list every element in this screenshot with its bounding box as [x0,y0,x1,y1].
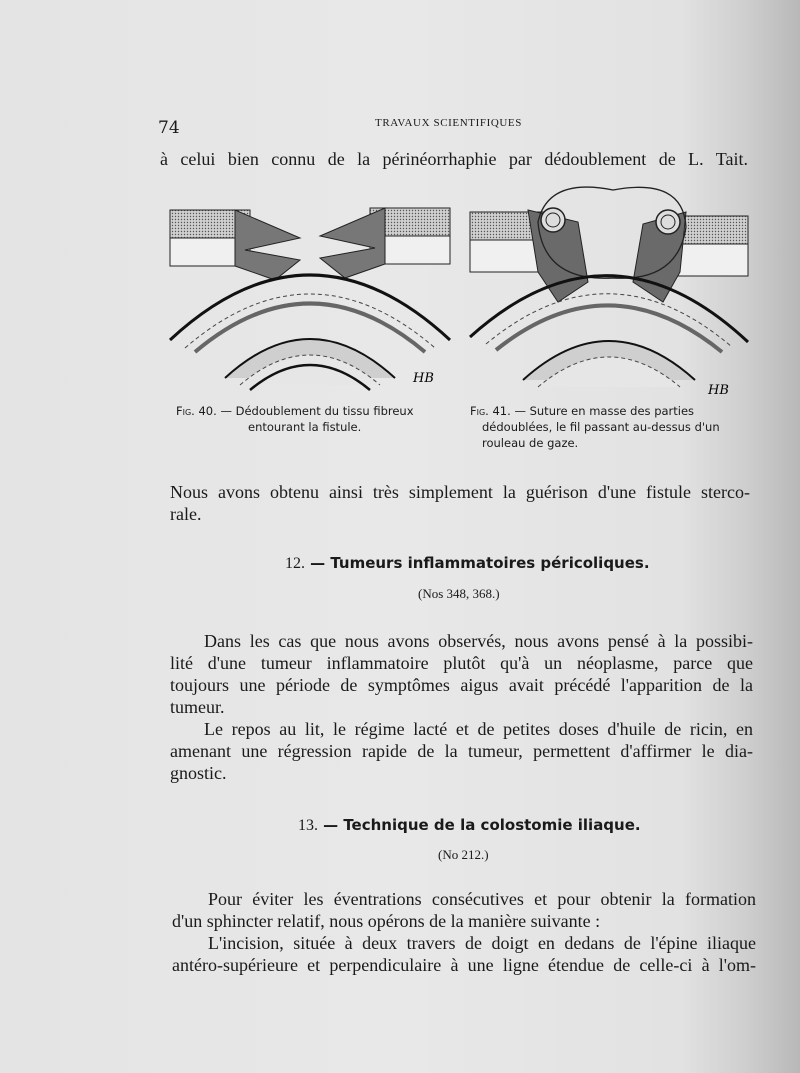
text-line: toujours une période de symptômes aigus avait précédé l'apparition de la [170,675,753,695]
figure-41-illustration [468,182,750,400]
text-line: L'incision, située à deux travers de doigt en dedans de l'épine iliaque [208,933,756,953]
text-line: lité d'une tumeur inflammatoire plutôt qu'à un néoplasme, parce que [170,653,753,673]
figure-40-caption-line: entourant la fistule. [248,420,362,434]
section-13-paragraph-1 [172,888,756,932]
section-12-paragraph-1 [170,630,753,718]
text-line: gnostic. [170,763,227,783]
text-line: antéro-supérieure et perpendiculaire à une ligne étendue de celle-ci à l'om- [172,955,756,975]
section-12-heading [285,553,650,573]
svg-text:HB: HB [708,383,729,398]
running-title: TRAVAUX SCIENTIFIQUES [375,117,522,129]
figure-41-caption-line: rouleau de gaze. [482,436,579,450]
figure-40-label: Fig. 40. [176,404,217,418]
figure-41-caption-line: — Suture en masse des parties [514,404,695,418]
section-13-title: — Technique de la colostomie iliaque. [323,816,641,834]
section-12-refs: (Nos 348, 368.) [418,586,500,601]
text-line: Le repos au lit, le régime lacté et de petites doses d'huile de ricin, en [204,719,753,739]
text-line: Nous avons obtenu ainsi très simplement la guérison d'une fistule sterco- [170,482,750,502]
section-13-paragraph-2 [172,932,756,976]
figure-40-caption [176,403,456,435]
figure-41-caption [470,403,750,451]
section-12-number: 12. [285,555,305,572]
text-line: d'un sphincter relatif, nous opérons de la manière suivante : [172,911,601,931]
section-12-title: — Tumeurs inflammatoires péricoliques. [310,554,650,572]
text-line: tumeur. [170,697,225,717]
text-line: rale. [170,504,202,524]
paragraph-after-figures [170,481,750,525]
figure-41-label: Fig. 41. [470,404,511,418]
text-line: Pour éviter les éventrations consécutives et pour obtenir la formation [208,889,756,909]
text-line: amenant une régression rapide de la tumeur, permettent d'affirmer le dia- [170,741,753,761]
figure-40-illustration [165,200,455,400]
svg-text:HB: HB [413,371,434,386]
section-13-heading [298,815,641,835]
text-line: Dans les cas que nous avons observés, nous avons pensé à la possibi- [204,631,753,651]
page-number: 74 [158,118,180,138]
intro-line: à celui bien connu de la périnéorrhaphie par dédoublement de L. Tait. [160,149,748,169]
figure-40-caption-line: — Dédoublement du tissu fibreux [220,404,414,418]
section-13-refs: (No 212.) [438,847,489,862]
section-13-number: 13. [298,817,318,834]
figure-41-caption-line: dédoublées, le fil passant au-dessus d'un [482,420,720,434]
section-12-paragraph-2 [170,718,753,784]
